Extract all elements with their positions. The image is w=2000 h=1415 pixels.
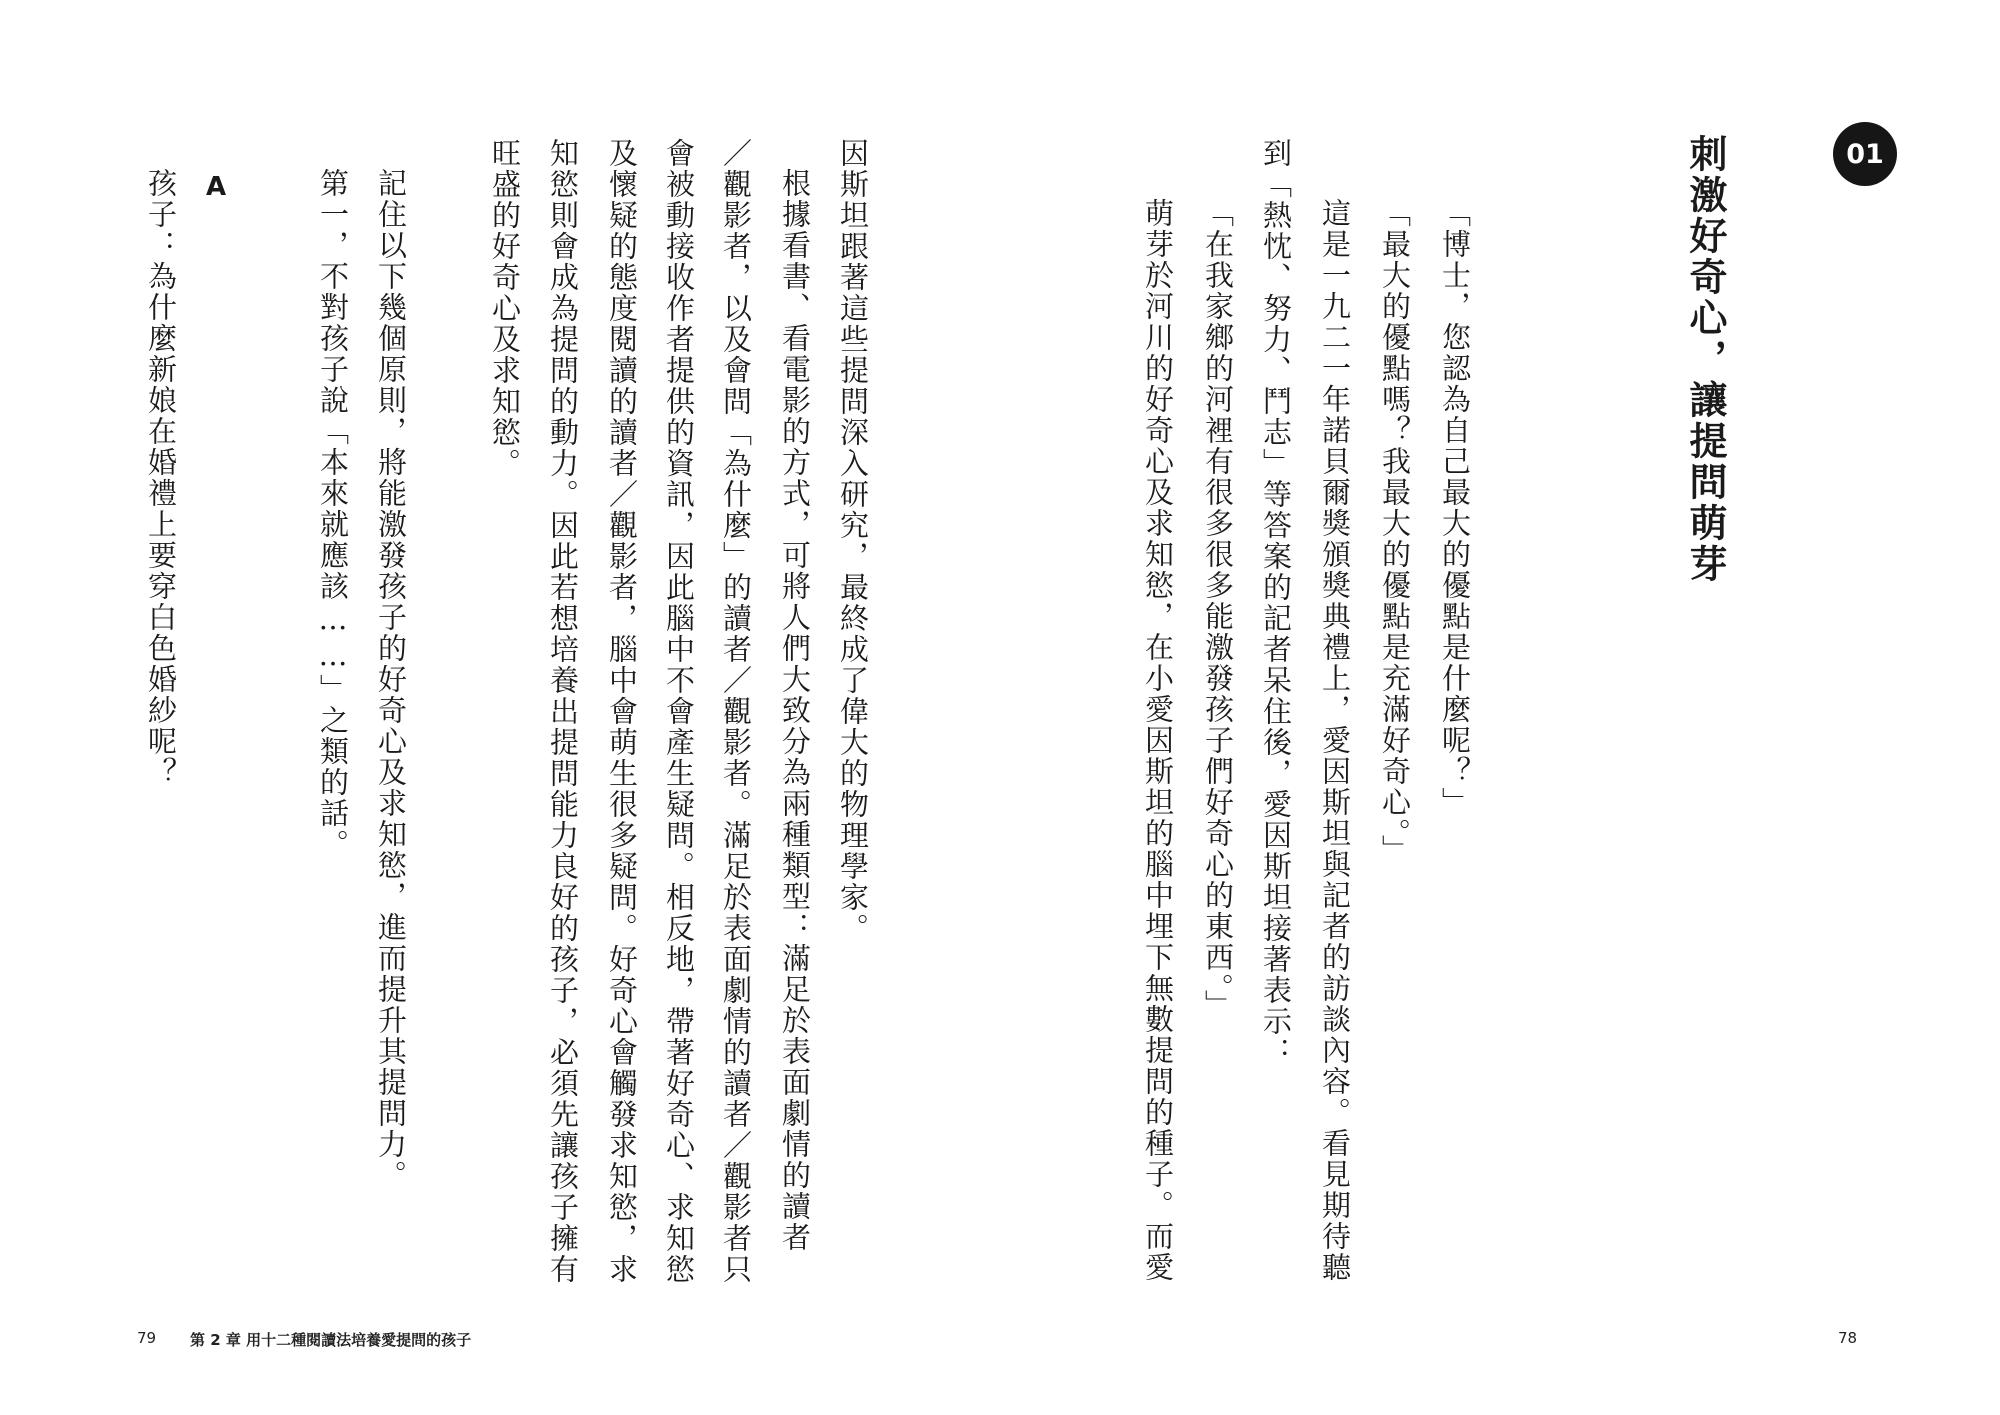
left-page-number: 79 bbox=[137, 1329, 157, 1347]
right-text-column-6: 萌芽於河川的好奇心及求知慾，在小愛因斯坦的腦中埋下無數提問的種子。而愛 bbox=[1141, 198, 1175, 1283]
right-text-column-4: 到「熱忱、努力、鬥志」等答案的記者呆住後，愛因斯坦接著表示： bbox=[1259, 138, 1293, 1068]
right-page-number: 78 bbox=[1838, 1329, 1858, 1347]
left-text-column-3: ／觀影者，以及會問「為什麼」的讀者／觀影者。滿足於表面劇情的讀者／觀影者只 bbox=[719, 138, 753, 1285]
left-text-column-10: 孩子：為什麼新娘在婚禮上要穿白色婚紗呢？ bbox=[144, 168, 178, 788]
left-text-column-7: 旺盛的好奇心及求知慾。 bbox=[488, 138, 522, 479]
left-text-column-1: 因斯坦跟著這些提問深入研究，最終成了偉大的物理學家。 bbox=[836, 138, 870, 944]
left-text-column-6: 知慾則會成為提問的動力。因此若想培養出提問能力良好的孩子，必須先讓孩子擁有 bbox=[546, 138, 580, 1285]
right-text-column-3: 這是一九二一年諾貝爾獎頒獎典禮上，愛因斯坦與記者的訪談內容。看見期待聽 bbox=[1318, 198, 1352, 1283]
left-text-column-4: 會被動接收作者提供的資訊，因此腦中不會產生疑問。相反地，帶著好奇心、求知慾 bbox=[662, 138, 696, 1285]
left-text-column-5: 及懷疑的態度閱讀的讀者／觀影者，腦中會萌生很多疑問。好奇心會觸發求知慾，求 bbox=[605, 138, 639, 1285]
example-marker: A bbox=[206, 172, 227, 202]
left-text-column-2: 根據看書、看電影的方式，可將人們大致分為兩種類型：滿足於表面劇情的讀者 bbox=[778, 168, 812, 1253]
left-text-column-8: 記住以下幾個原則，將能激發孩子的好奇心及求知慾，進而提升其提問力。 bbox=[374, 168, 408, 1191]
section-title: 刺激好奇心，讓提問萌芽 bbox=[1683, 134, 1727, 585]
right-text-column-5: 「在我家鄉的河裡有很多很多能激發孩子們好奇心的東西。」 bbox=[1201, 198, 1235, 1021]
running-header: 第 2 章 用十二種閱讀法培養愛提問的孩子 bbox=[190, 1331, 472, 1349]
left-text-column-9: 第一，不對孩子說「本來就應該……」之類的話。 bbox=[316, 168, 350, 860]
right-text-column-1: 「博士，您認為自己最大的優點是什麼呢？」 bbox=[1438, 198, 1472, 818]
right-text-column-2: 「最大的優點嗎？我最大的優點是充滿好奇心。」 bbox=[1378, 198, 1412, 866]
chapter-number-badge: 01 bbox=[1833, 122, 1897, 186]
